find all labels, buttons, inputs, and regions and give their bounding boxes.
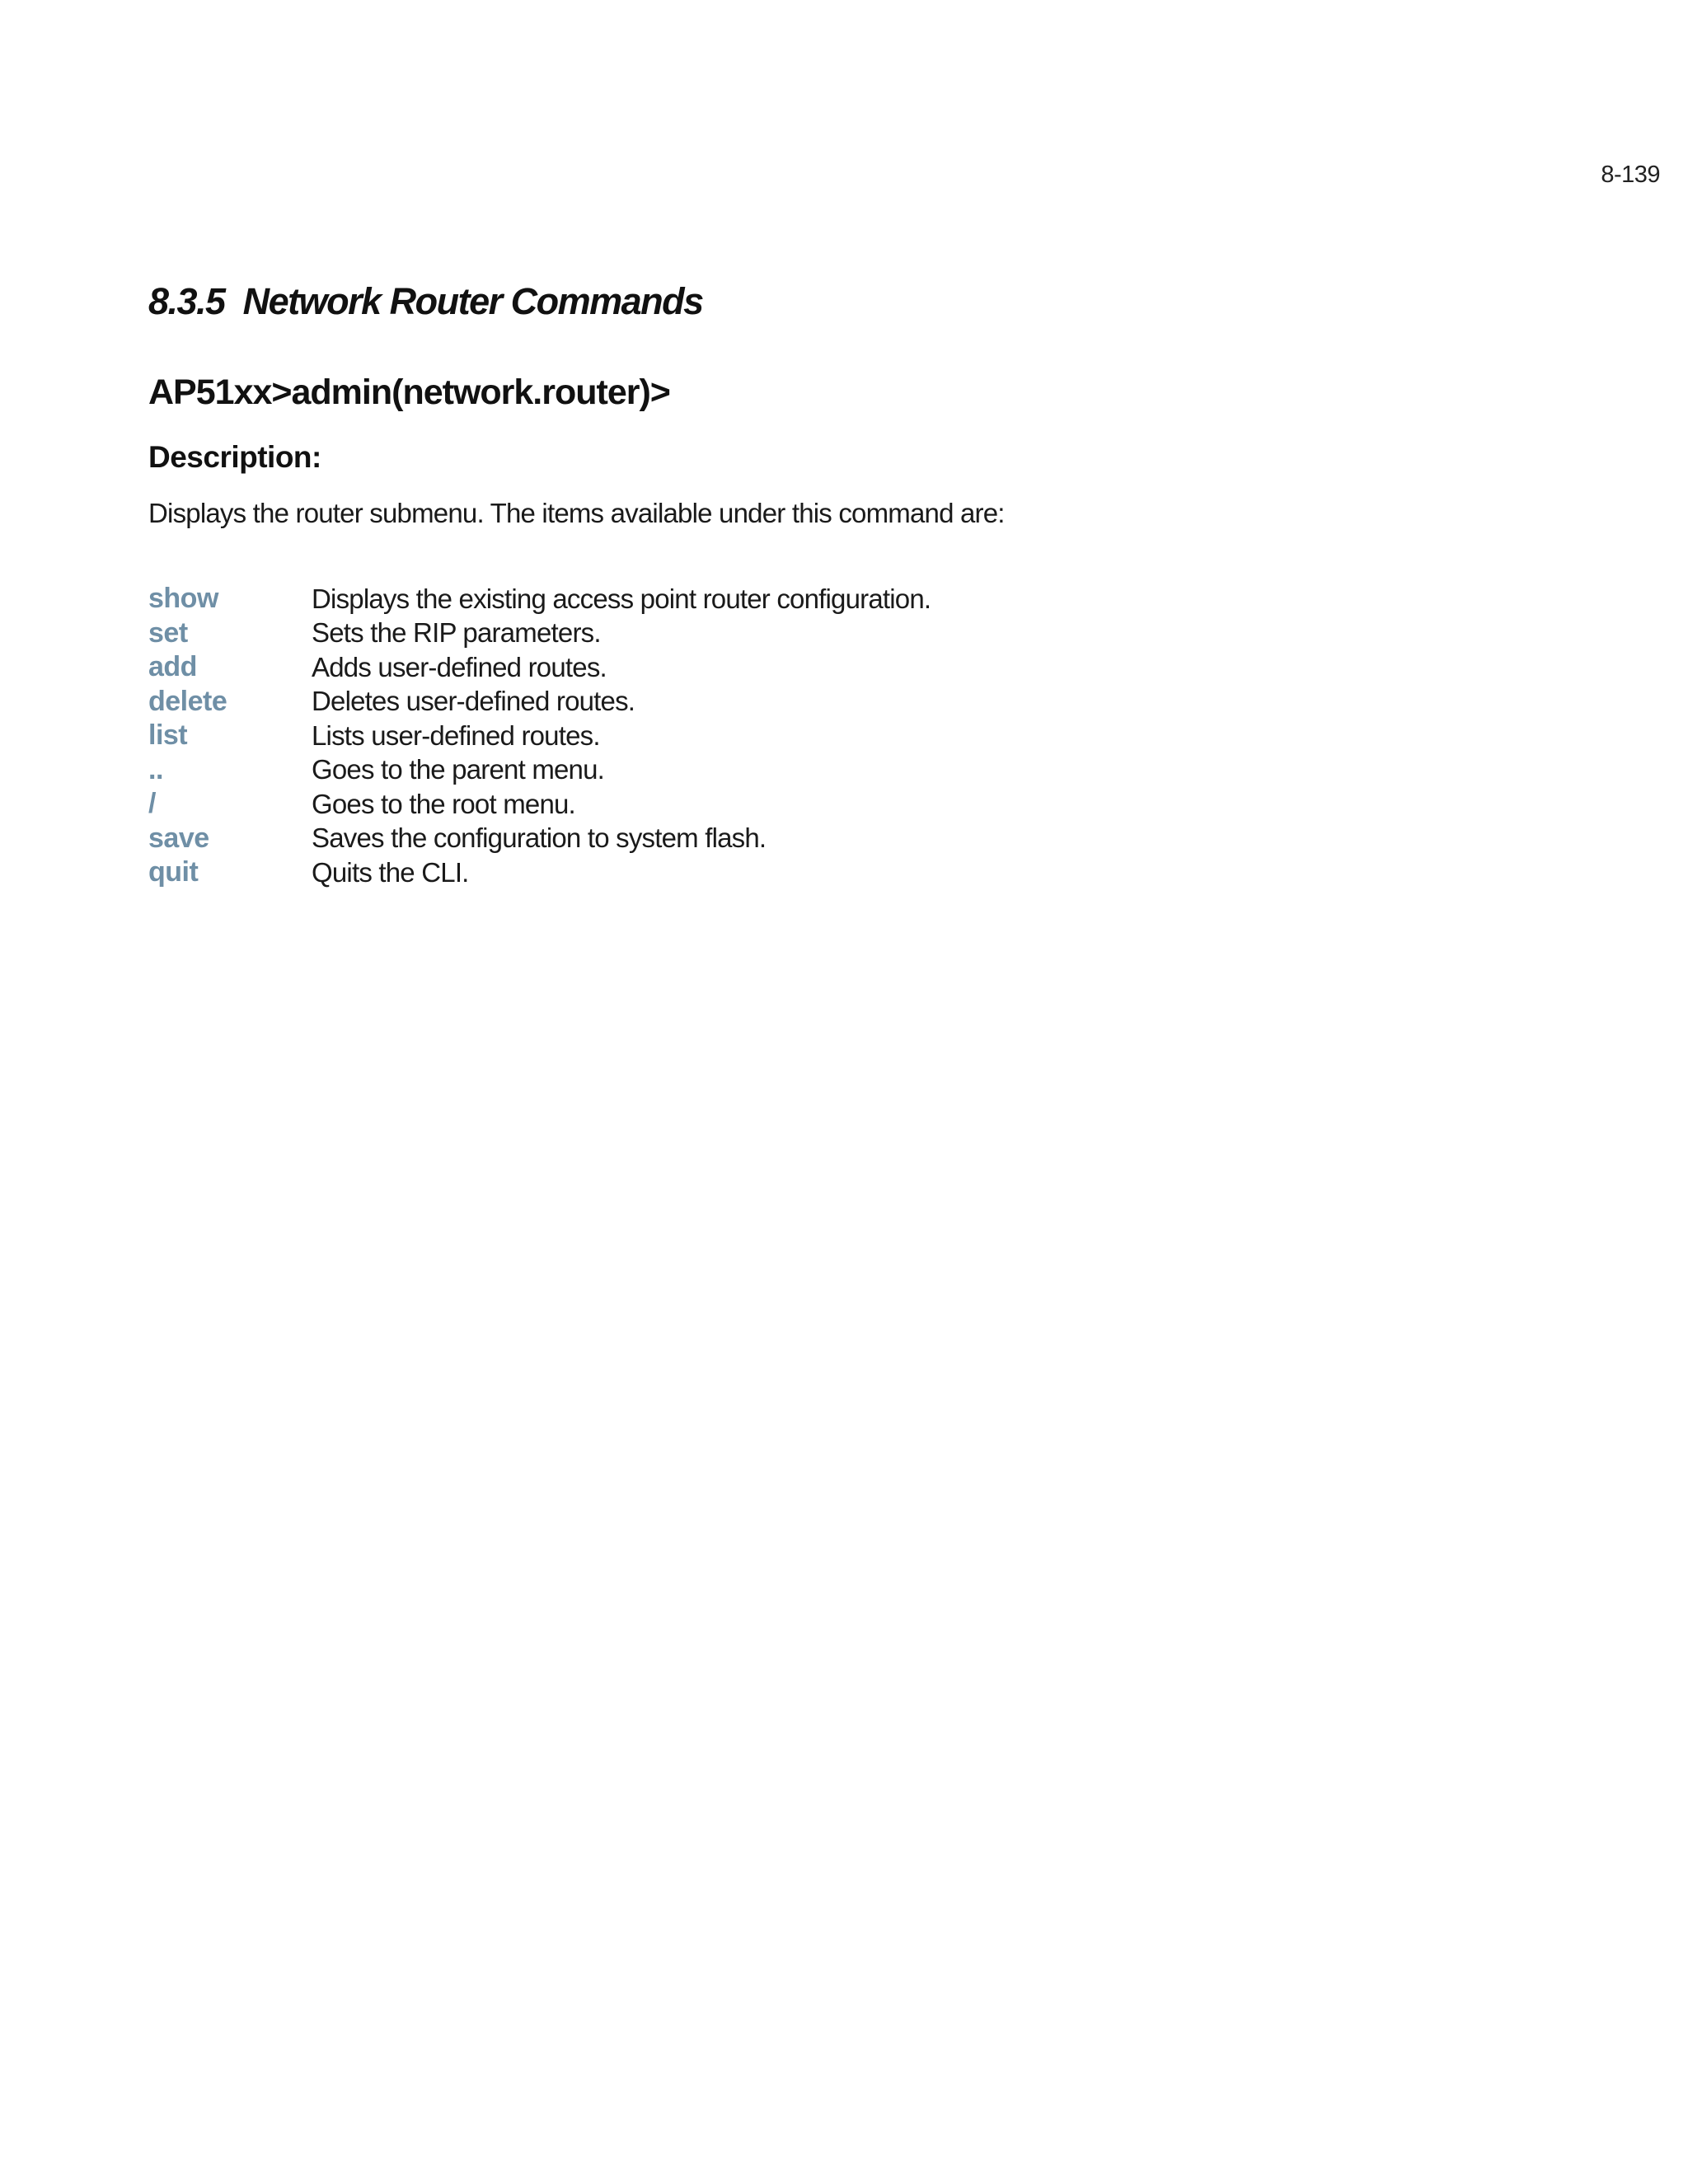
command-description: Goes to the root menu. bbox=[312, 788, 575, 819]
command-description: Goes to the parent menu. bbox=[312, 754, 605, 785]
section-title: 8.3.5 Network Router Commands bbox=[148, 280, 703, 322]
description-label: Description: bbox=[148, 440, 321, 474]
command-row-set bbox=[148, 616, 1302, 651]
command-heading: AP51xx>admin(network.router)> bbox=[148, 373, 670, 412]
command-name: / bbox=[148, 788, 156, 820]
command-description: Quits the CLI. bbox=[312, 856, 469, 888]
command-row-quit bbox=[148, 855, 1302, 890]
command-description: Deletes user-defined routes. bbox=[312, 686, 635, 717]
command-name: add bbox=[148, 651, 197, 683]
command-name: .. bbox=[148, 753, 163, 785]
command-name: list bbox=[148, 719, 188, 752]
page-number: 8-139 bbox=[1601, 162, 1660, 188]
description-text: Displays the router submenu. The items available under this command are: bbox=[148, 498, 1005, 528]
command-row-list bbox=[148, 719, 1302, 753]
command-description: Saves the configuration to system flash. bbox=[312, 823, 767, 854]
command-row-show bbox=[148, 582, 1302, 616]
command-list bbox=[148, 582, 1302, 890]
command-row-delete bbox=[148, 685, 1302, 719]
command-name: show bbox=[148, 583, 218, 615]
command-description: Sets the RIP parameters. bbox=[312, 617, 601, 649]
command-description: Lists user-defined routes. bbox=[312, 719, 600, 751]
command-row-root bbox=[148, 787, 1302, 822]
command-description: Displays the existing access point router configuration. bbox=[312, 583, 931, 614]
command-name: quit bbox=[148, 856, 199, 888]
command-description: Adds user-defined routes. bbox=[312, 651, 607, 682]
command-name: set bbox=[148, 616, 188, 649]
command-row-add bbox=[148, 650, 1302, 685]
command-row-parent bbox=[148, 753, 1302, 788]
command-name: delete bbox=[148, 685, 227, 717]
command-name: save bbox=[148, 822, 209, 854]
command-row-save bbox=[148, 822, 1302, 856]
